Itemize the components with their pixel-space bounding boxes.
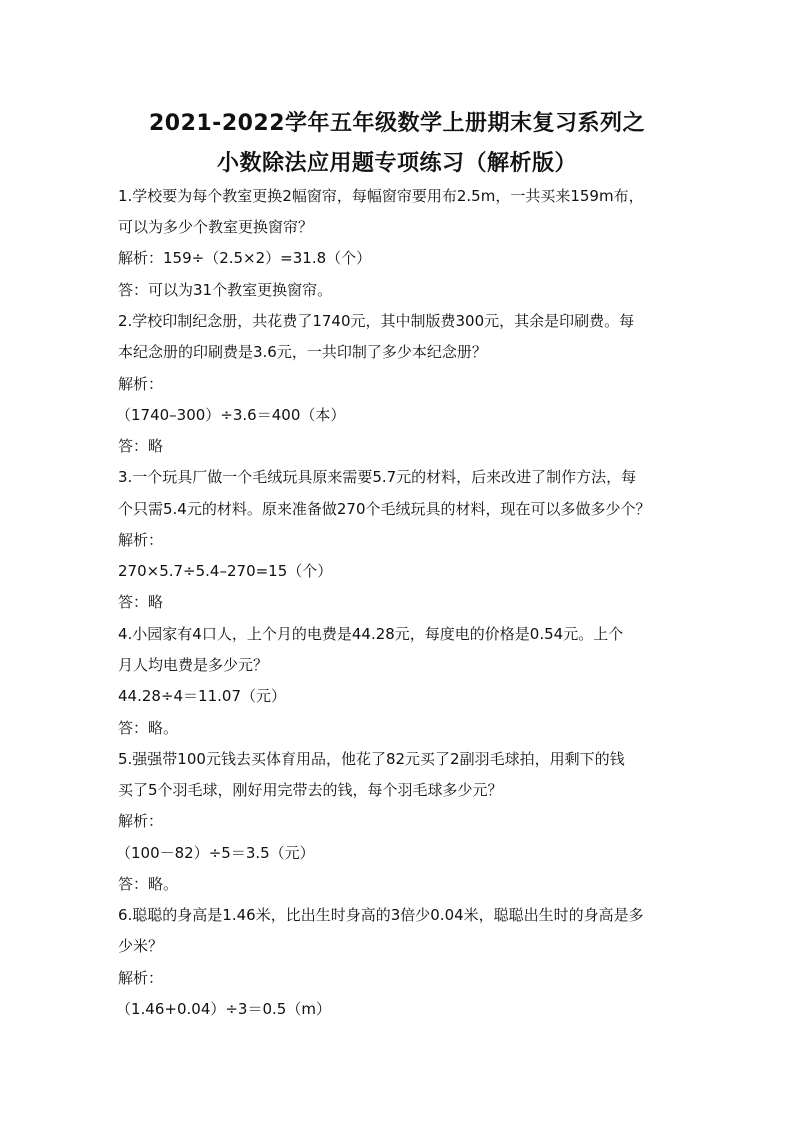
- question-2-text: 2.学校印制纪念册，共花费了1740元，其中制版费300元，其余是印刷费。每: [118, 312, 635, 330]
- question-1-solution: 解析：159÷（2.5×2）=31.8（个）: [118, 249, 372, 267]
- question-3-solution-label: 解析：: [118, 531, 164, 549]
- question-3-answer: 答：略: [118, 593, 164, 611]
- question-2-answer: 答：略: [118, 437, 164, 455]
- question-1-text-cont: 可以为多少个教室更换窗帘？: [118, 218, 314, 236]
- question-1-text: 1.学校要为每个教室更换2幅窗帘，每幅窗帘要用布2.5m，一共买来159m布，: [118, 187, 644, 205]
- question-5-solution: （100－82）÷5＝3.5（元）: [116, 844, 315, 862]
- question-3-text-cont: 个只需5.4元的材料。原来准备做270个毛绒玩具的材料，现在可以多做多少个？: [118, 500, 651, 518]
- question-6-solution-label: 解析：: [118, 969, 164, 987]
- document-title-line-2: 小数除法应用题专项练习（解析版）: [216, 151, 577, 176]
- question-6-solution: （1.46+0.04）÷3＝0.5（m）: [116, 1000, 331, 1018]
- question-3-solution: 270×5.7÷5.4–270=15（个）: [118, 562, 333, 580]
- question-5-text: 5.强强带100元钱去买体育用品，他花了82元买了2副羽毛球拍，用剩下的钱: [118, 750, 625, 768]
- question-4-text: 4.小园家有4口人，上个月的电费是44.28元，每度电的价格是0.54元。上个: [118, 625, 624, 643]
- question-3-text: 3.一个玩具厂做一个毛绒玩具原来需要5.7元的材料，后来改进了制作方法，每: [118, 468, 637, 486]
- question-2-text-cont: 本纪念册的印刷费是3.6元，一共印制了多少本纪念册？: [118, 343, 487, 361]
- question-2-solution: （1740–300）÷3.6＝400（本）: [116, 406, 346, 424]
- question-1-answer: 答：可以为31个教室更换窗帘。: [118, 281, 333, 299]
- question-5-answer: 答：略。: [118, 875, 179, 893]
- question-2-solution-label: 解析：: [118, 375, 164, 393]
- question-5-solution-label: 解析：: [118, 812, 164, 830]
- question-4-answer: 答：略。: [118, 719, 179, 737]
- question-4-text-cont: 月人均电费是多少元？: [118, 656, 269, 674]
- question-5-text-cont: 买了5个羽毛球，刚好用完带去的钱，每个羽毛球多少元？: [118, 781, 503, 799]
- document-title-line-1: 2021-2022学年五年级数学上册期末复习系列之: [148, 111, 646, 136]
- question-6-text-cont: 少米？: [118, 937, 164, 955]
- question-6-text: 6.聪聪的身高是1.46米，比出生时身高的3倍少0.04米，聪聪出生时的身高是多: [118, 906, 644, 924]
- question-4-solution: 44.28÷4＝11.07（元）: [118, 687, 286, 705]
